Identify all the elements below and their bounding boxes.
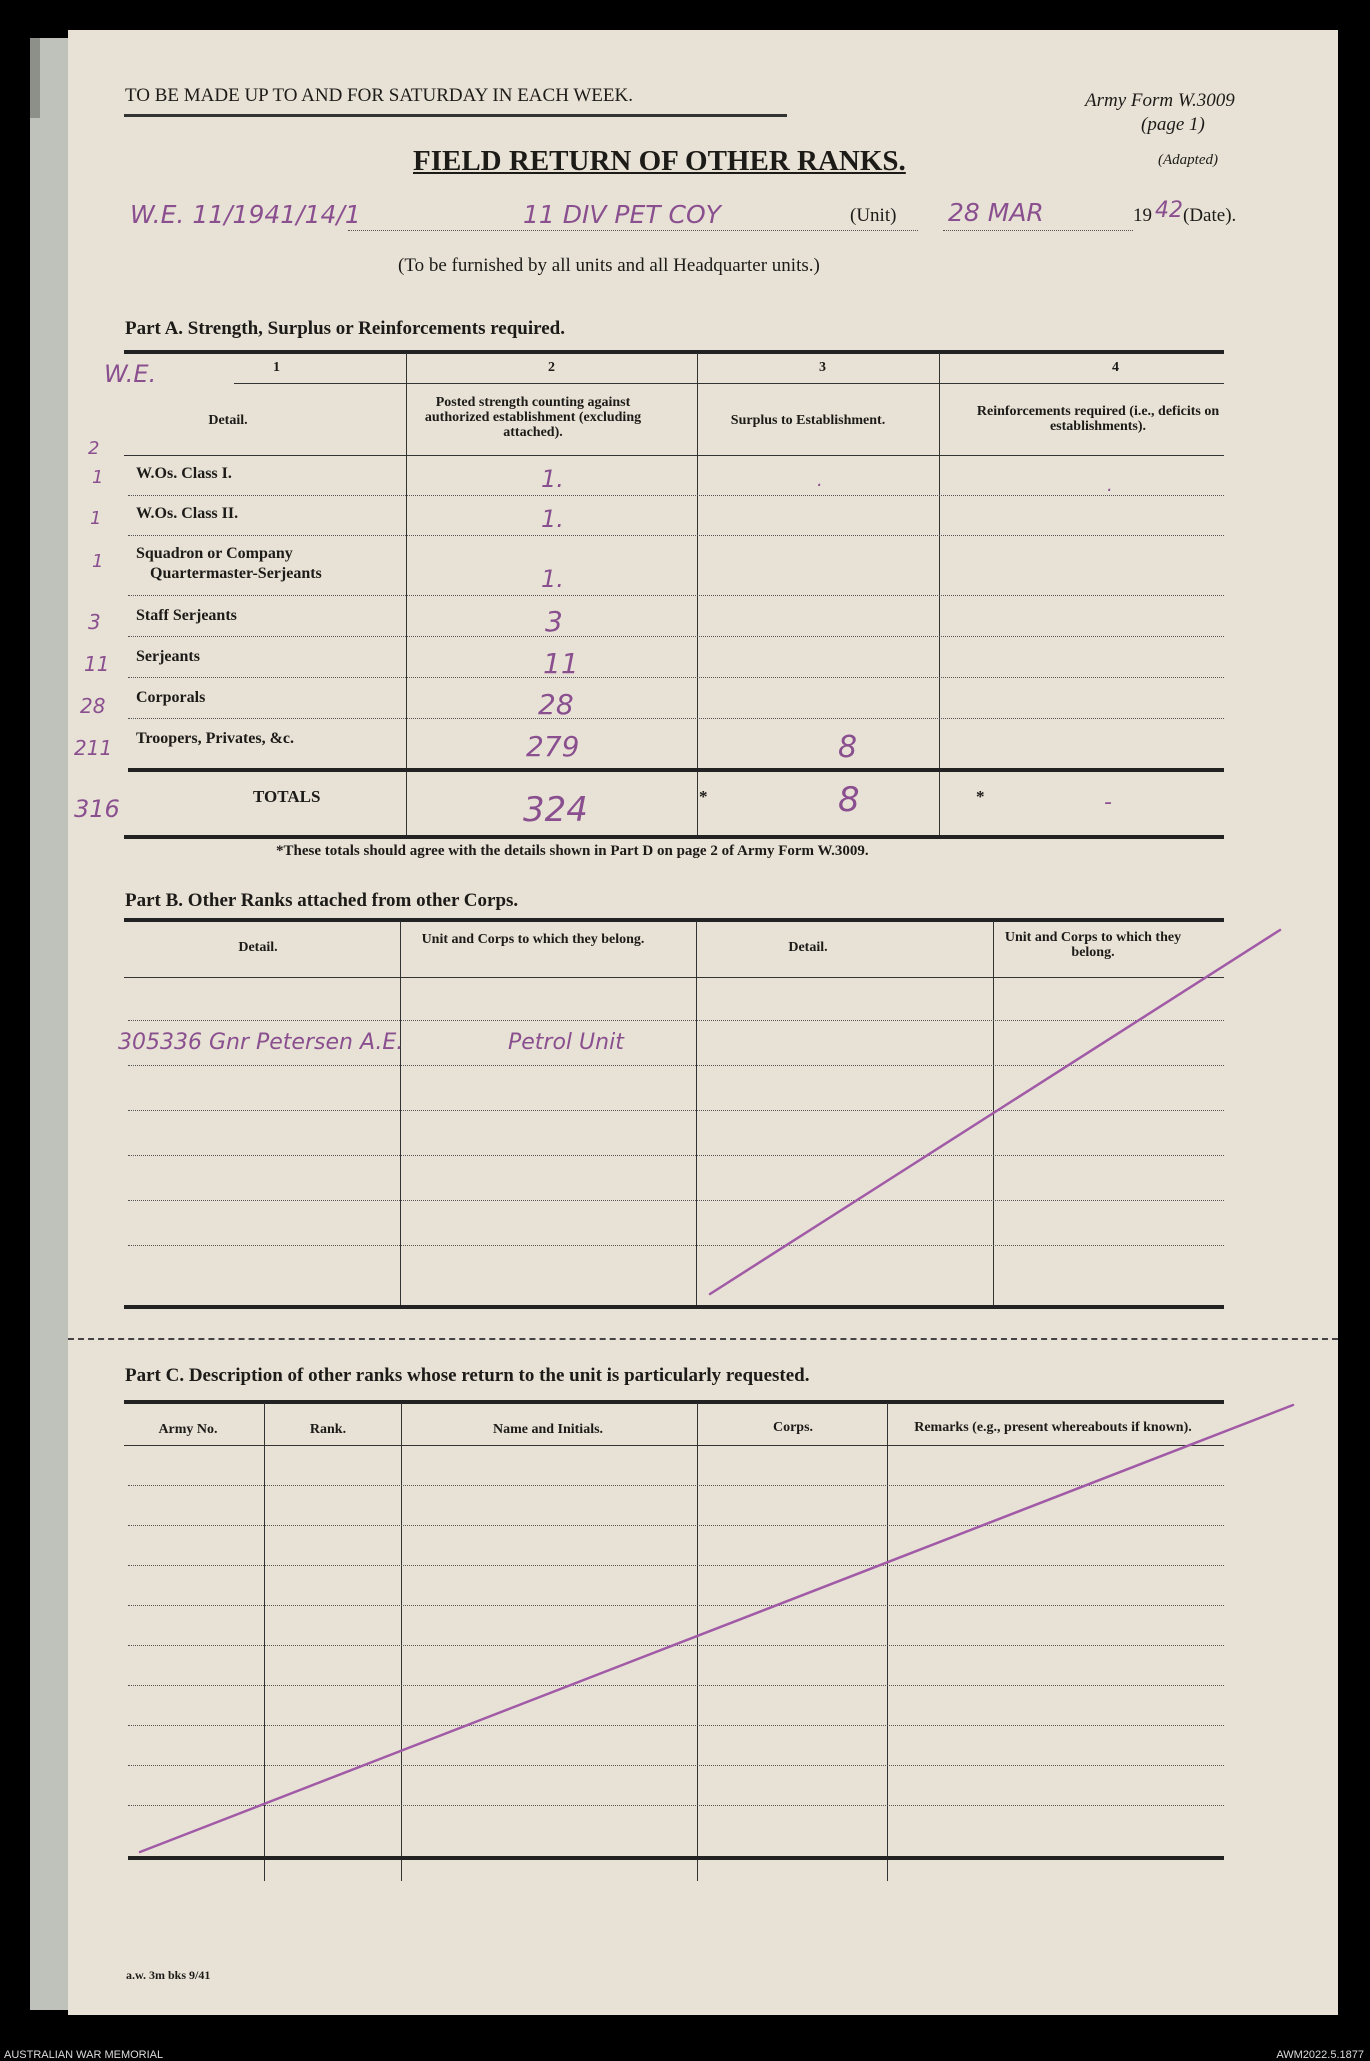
part-c-heading: Part C. Description of other ranks whose return to the unit is particularly requested. bbox=[125, 1365, 810, 1386]
totals-note: *These totals should agree with the details shown in Part D on page 2 of Army Form W.3009. bbox=[276, 843, 869, 859]
part-b-header-detail-2: Detail. bbox=[788, 940, 828, 955]
unit-label: (Unit) bbox=[850, 205, 897, 226]
we-value-cqms: 1 bbox=[92, 551, 104, 572]
print-code: a.w. 3m bks 9/41 bbox=[126, 1968, 211, 1982]
part-b-heading: Part B. Other Ranks attached from other Corps. bbox=[125, 890, 519, 911]
part-b-cancel-stroke bbox=[710, 930, 1280, 1294]
posted-wo1: 1. bbox=[541, 465, 564, 493]
surplus-total-star: * bbox=[699, 787, 708, 806]
we-total: 316 bbox=[74, 795, 120, 823]
part-c-header-name: Name and Initials. bbox=[492, 1422, 604, 1437]
part-c-header-army-no: Army No. bbox=[158, 1422, 218, 1437]
posted-cqms: 1. bbox=[541, 565, 564, 593]
part-c-cancel-stroke bbox=[140, 1405, 1293, 1852]
part-c-header-remarks: Remarks (e.g., present whereabouts if known). bbox=[914, 1420, 1192, 1435]
part-a-col-4: 4 bbox=[1112, 360, 1119, 375]
form-title: FIELD RETURN OF OTHER RANKS. bbox=[413, 145, 906, 177]
posted-wo2: 1. bbox=[541, 505, 564, 533]
row-troopers: Troopers, Privates, &c. bbox=[136, 730, 295, 747]
header-reinforcements: Reinforcements required (i.e., deficits on establishments). bbox=[976, 404, 1220, 434]
part-b-entry-unit: Petrol Unit bbox=[508, 1030, 624, 1055]
cancel-strokes bbox=[68, 30, 1338, 2015]
row-serjeants: Serjeants bbox=[136, 648, 200, 665]
part-b-header-unit-2: Unit and Corps to which they belong. bbox=[1004, 930, 1182, 960]
we-value-troopers: 211 bbox=[74, 736, 113, 760]
we-value-cpl: 28 bbox=[80, 694, 106, 718]
surplus-mark: · bbox=[816, 475, 822, 496]
we-reference: W.E. 11/1941/14/1 bbox=[130, 200, 361, 229]
form-page bbox=[68, 30, 1338, 2015]
we-value-detail: 2 bbox=[88, 438, 100, 459]
posted-total: 324 bbox=[523, 790, 588, 830]
posted-sjt: 11 bbox=[543, 647, 579, 680]
adjacent-page-shadow bbox=[30, 38, 40, 118]
row-cqms-line-2: Quartermaster-Serjeants bbox=[150, 565, 322, 582]
part-a-col-1: 1 bbox=[273, 360, 280, 375]
part-b-header-unit-1: Unit and Corps to which they belong. bbox=[421, 932, 645, 947]
part-c-header-rank: Rank. bbox=[309, 1422, 347, 1437]
header-detail: Detail. bbox=[208, 413, 248, 428]
row-cqms-line-1: Squadron or Company bbox=[136, 545, 293, 562]
year-suffix: 42 bbox=[1155, 198, 1183, 223]
return-date: 28 MAR bbox=[948, 198, 1044, 227]
part-b-header-detail-1: Detail. bbox=[238, 940, 278, 955]
posted-staff-sjt: 3 bbox=[545, 605, 563, 638]
form-number: Army Form W.3009 bbox=[1085, 90, 1235, 111]
weekly-instruction: TO BE MADE UP TO AND FOR SATURDAY IN EACH WEEK. bbox=[125, 85, 633, 106]
posted-troopers: 279 bbox=[526, 730, 580, 763]
surplus-total: 8 bbox=[838, 780, 860, 820]
adapted-note: (Adapted) bbox=[1158, 152, 1218, 168]
header-surplus: Surplus to Establishment. bbox=[730, 413, 886, 428]
header-posted: Posted strength counting against authorized establishment (excluding attached). bbox=[424, 395, 642, 440]
we-value-sjt: 11 bbox=[84, 652, 110, 676]
furnish-note: (To be furnished by all units and all Headquarter units.) bbox=[398, 255, 820, 276]
footer-right: AWM2022.5.1877 bbox=[1276, 2049, 1364, 2061]
unit-name: 11 DIV PET COY bbox=[523, 200, 721, 229]
we-column-label: W.E. bbox=[104, 360, 157, 388]
we-value-staff-sjt: 3 bbox=[88, 610, 101, 634]
surplus-troopers: 8 bbox=[838, 730, 858, 765]
posted-cpl: 28 bbox=[538, 688, 574, 721]
row-wo-class-1: W.Os. Class I. bbox=[136, 465, 232, 482]
row-staff-serjeants: Staff Serjeants bbox=[136, 607, 237, 624]
footer-left: AUSTRALIAN WAR MEMORIAL bbox=[4, 2049, 164, 2061]
part-c-header-corps: Corps. bbox=[772, 1420, 814, 1435]
part-a-col-3: 3 bbox=[819, 360, 826, 375]
reinf-total-star: * bbox=[976, 787, 985, 806]
we-value-wo1: 1 bbox=[92, 467, 104, 488]
part-a-heading: Part A. Strength, Surplus or Reinforcements required. bbox=[125, 318, 565, 339]
row-wo-class-2: W.Os. Class II. bbox=[136, 505, 239, 522]
part-b-entry-detail: 305336 Gnr Petersen A.E. bbox=[118, 1030, 404, 1055]
date-label: (Date). bbox=[1183, 205, 1237, 226]
row-corporals: Corporals bbox=[136, 689, 206, 706]
page-number: (page 1) bbox=[1141, 114, 1205, 135]
part-a-col-2: 2 bbox=[548, 360, 555, 375]
reinf-total-mark: - bbox=[1104, 790, 1112, 815]
reinf-mark: · bbox=[1106, 480, 1112, 501]
year-prefix: 19 bbox=[1133, 205, 1152, 226]
we-value-wo2: 1 bbox=[90, 508, 102, 529]
totals-label: TOTALS bbox=[253, 787, 321, 806]
